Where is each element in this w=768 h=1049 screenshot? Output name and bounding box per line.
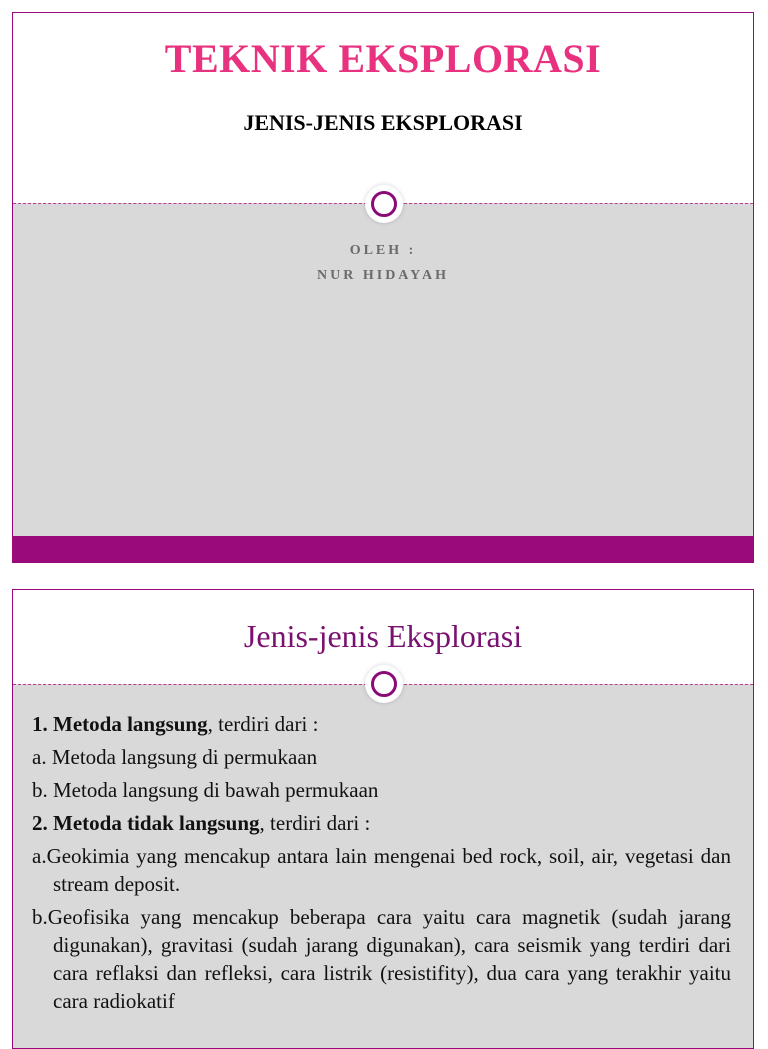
- heading-rest: , terdiri dari :: [207, 712, 319, 736]
- list-item: b. Metoda langsung di bawah permukaan: [32, 778, 379, 802]
- heading-number: 2.: [32, 811, 53, 835]
- slide-title: Jenis-jenis Eksplorasi: [243, 618, 523, 654]
- circle-ornament-icon: [368, 188, 400, 220]
- list-item: a. Metoda langsung di permukaan: [32, 745, 318, 769]
- list-heading-2: [32, 809, 731, 837]
- list-heading-1: [32, 710, 731, 738]
- heading-bold: Metoda tidak langsung: [53, 811, 260, 835]
- list-item: b.Geofisika yang mencakup beberapa cara yaitu cara magnetik (sudah jarang digunakan), gravitasi (sudah jarang digunakan), cara seismik yang terdiri dari cara reflaksi dan refleksi, cara listrik (resistifity), dua cara yang terakhir yaitu cara radiokatif: [32, 905, 731, 1013]
- circle-ornament-icon: [368, 668, 400, 700]
- slide-title: TEKNIK EKSPLORASI: [164, 36, 602, 81]
- content-slide: [12, 589, 754, 1049]
- heading-bold: Metoda langsung: [53, 712, 208, 736]
- heading-rest: , terdiri dari :: [259, 811, 371, 835]
- author-name: NUR HIDAYAH: [317, 268, 449, 283]
- author-label: OLEH :: [349, 243, 417, 258]
- slide-body: [32, 710, 731, 1020]
- title-slide: [12, 12, 754, 563]
- bottom-accent-bar: [13, 536, 753, 562]
- heading-number: 1.: [32, 712, 53, 736]
- list-item: a.Geokimia yang mencakup antara lain mengenai bed rock, soil, air, vegetasi dan stream deposit.: [32, 844, 731, 896]
- slide-subtitle: JENIS-JENIS EKSPLORASI: [243, 110, 523, 135]
